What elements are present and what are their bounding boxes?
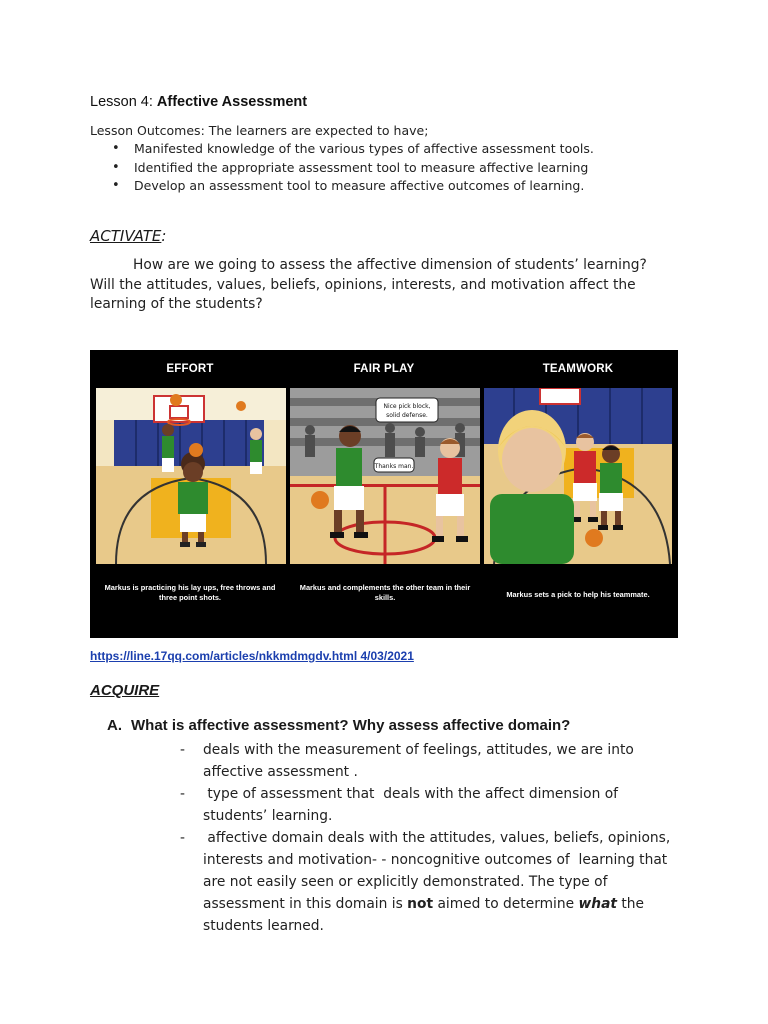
answer-text: the students learned. bbox=[203, 896, 649, 934]
svg-text:Thanks man.: Thanks man. bbox=[374, 463, 414, 470]
outcomes-list bbox=[112, 140, 594, 196]
answer-emphasis-what: what bbox=[578, 896, 617, 912]
outcome-item: • Manifested knowledge of the various types of affective assessment tools. bbox=[112, 140, 594, 159]
activate-heading bbox=[90, 227, 166, 245]
answer-item: - type of assessment that deals with the affect dimension of students’ learning. bbox=[180, 783, 680, 827]
panel-effort-illustration bbox=[96, 388, 286, 564]
svg-text:solid defense.: solid defense. bbox=[386, 412, 428, 419]
answer-emphasis-not: not bbox=[407, 896, 434, 912]
panel-teamwork-illustration bbox=[484, 388, 672, 564]
answer-text: affective domain deals with the attitudes, values, beliefs, opinions, interests and motivation- - noncognitive outcomes of learning that are not easily seen or explicitly demonstrated. The type of assessment in this domain is bbox=[203, 830, 675, 912]
comic-strip-image bbox=[90, 350, 678, 638]
activate-label: ACTIVATE bbox=[90, 227, 162, 245]
activate-colon: : bbox=[161, 227, 167, 245]
answer-item bbox=[180, 827, 680, 937]
panel-title-fair-play: FAIR PLAY bbox=[353, 363, 415, 375]
answer-text: aimed to determine bbox=[433, 896, 579, 912]
acquire-heading: ACQUIRE bbox=[90, 682, 160, 699]
lesson-name: Affective Assessment bbox=[156, 94, 308, 110]
panel-title-effort: EFFORT bbox=[166, 363, 214, 375]
panel-caption-effort: Markus is practicing his lay ups, free throws and three point shots. bbox=[104, 583, 276, 602]
lesson-number: Lesson 4 bbox=[90, 94, 149, 110]
activate-paragraph: How are we going to assess the affective dimension of students’ learning? Will the attitudes, values, beliefs, opinions, interests, and motivation affect the learning of the students? bbox=[90, 257, 647, 312]
outcome-item: • Develop an assessment tool to measure affective outcomes of learning. bbox=[112, 177, 594, 196]
answer-list bbox=[180, 739, 680, 937]
question-a bbox=[107, 717, 570, 734]
panel-fair-play-illustration bbox=[290, 388, 480, 564]
svg-text:Nice pick block,: Nice pick block, bbox=[383, 403, 431, 410]
outcome-item: • Identified the appropriate assessment tool to measure affective learning bbox=[112, 159, 594, 178]
source-link[interactable]: https://line.17qq.com/articles/nkkmdmgdv.html 4/03/2021 bbox=[90, 649, 414, 663]
lesson-title bbox=[90, 94, 307, 110]
question-letter: A. bbox=[107, 717, 122, 734]
question-text: What is affective assessment? Why assess affective domain? bbox=[131, 717, 571, 734]
panel-caption-teamwork: Markus sets a pick to help his teammate. bbox=[506, 590, 650, 599]
panel-title-teamwork: TEAMWORK bbox=[542, 363, 614, 375]
panel-caption-fair-play: Markus and complements the other team in their skills. bbox=[299, 583, 471, 602]
lesson-colon: : bbox=[148, 94, 157, 110]
answer-item: - deals with the measurement of feelings, attitudes, we are into affective assessment . bbox=[180, 739, 680, 783]
outcomes-intro: Lesson Outcomes: The learners are expected to have; bbox=[90, 123, 429, 138]
